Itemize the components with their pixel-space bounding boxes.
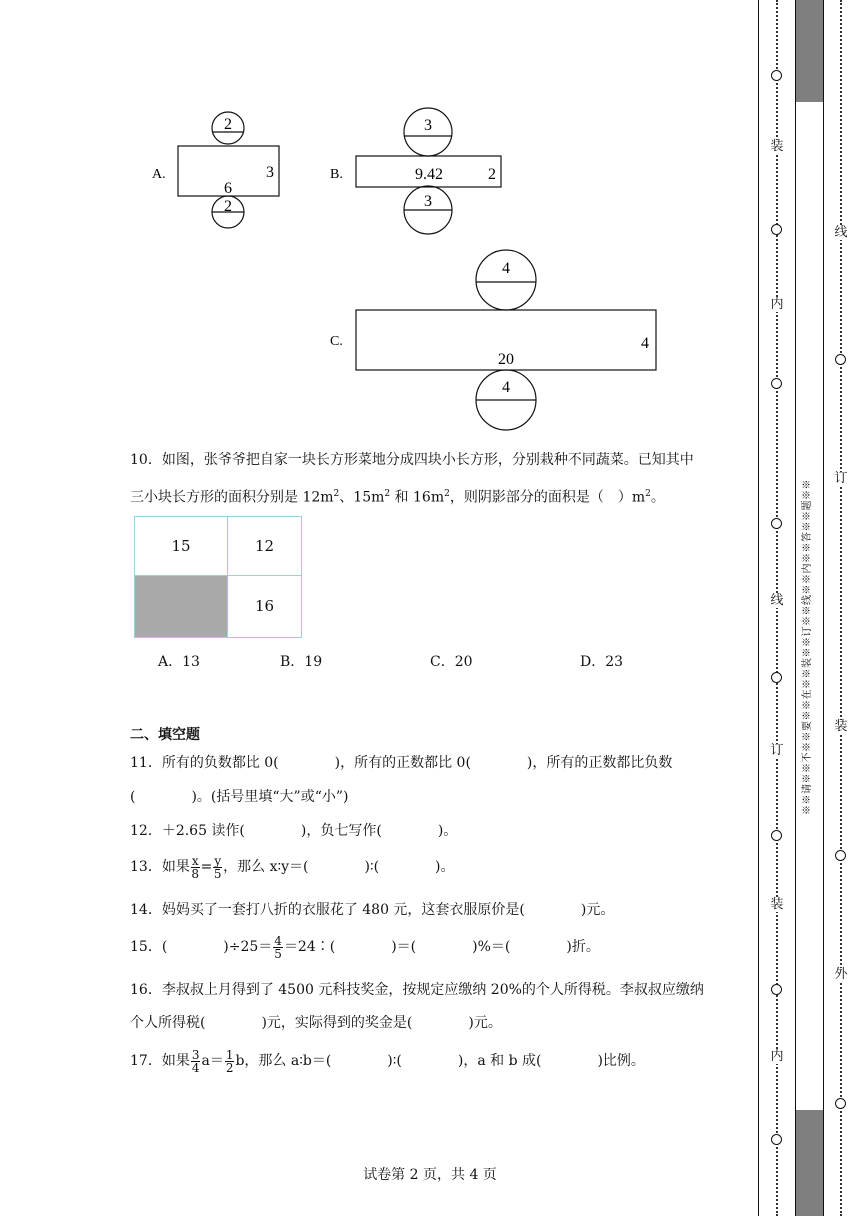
option-c-height: 4 xyxy=(641,335,649,352)
q17-fraction-1: $\frac{3}{4}$ xyxy=(191,1047,200,1075)
q13-text xyxy=(130,850,455,884)
option-a-bottom-diameter: 2 xyxy=(224,198,232,215)
q10-part-e: 。 xyxy=(650,489,665,506)
option-c-top-diameter: 4 xyxy=(502,260,510,277)
q10-part-c: 和 16m xyxy=(390,489,445,506)
q17-mid: a＝ xyxy=(201,1053,224,1069)
binding-inner-label-3: 线 xyxy=(770,593,784,608)
q15-suffix: ＝24∶( )＝( )%＝( )折。 xyxy=(283,939,600,955)
binding-border-line xyxy=(758,0,759,1216)
q10-option-b: B．19 xyxy=(280,654,323,670)
binding-outer-label-2: 订 xyxy=(834,471,848,486)
q10-option-a: A．13 xyxy=(158,654,200,670)
q15-fraction: $\frac{4}{5}$ xyxy=(274,933,282,961)
q10-sup-1: 2 xyxy=(333,489,340,499)
q10-part-d: ，则阴影部分的面积是（ ）m xyxy=(449,489,646,506)
binding-outer-dotted-line xyxy=(840,0,842,1216)
binding-outer-label-4: 外 xyxy=(834,967,848,982)
binding-inner-label-4: 订 xyxy=(770,743,784,758)
q10-shaded-cell xyxy=(135,576,228,637)
option-c-width: 20 xyxy=(498,351,514,368)
option-a-width: 6 xyxy=(224,180,232,197)
q13-prefix: 13．如果 xyxy=(130,859,190,875)
option-b-width: 9.42 xyxy=(415,166,443,183)
binding-circle-6 xyxy=(771,830,782,841)
q17-prefix: 17．如果 xyxy=(130,1053,190,1069)
q10-text-line2 xyxy=(130,484,665,508)
binding-circle-2 xyxy=(771,224,782,235)
option-b-label: B. xyxy=(330,167,343,182)
option-a-label: A. xyxy=(152,167,166,182)
q16-line2: 个人所得税( )元，实际得到的奖金是( )元。 xyxy=(130,1015,502,1031)
q10-part-a: 三小块长方形的面积分别是 12m xyxy=(130,489,334,506)
q10-sup-2: 2 xyxy=(384,489,391,499)
binding-strip-bottom-shade xyxy=(796,1110,823,1216)
q11-line1: 11．所有的负数都比 0( )，所有的正数都比 0( )，所有的正数都比负数 xyxy=(130,755,673,771)
q13-suffix: ，那么 x∶y＝( )∶( )。 xyxy=(223,859,455,875)
option-a-top-diameter: 2 xyxy=(224,116,232,133)
binding-inner-label-5: 装 xyxy=(770,897,784,912)
q11-line2: ( )。(括号里填“大”或“小”) xyxy=(130,789,349,805)
q10-cell-bottom-right: 16 xyxy=(254,597,275,615)
q15-prefix: 15．( )÷25＝ xyxy=(130,939,273,955)
page-footer: 试卷第 2 页，共 4 页 xyxy=(363,1167,497,1183)
q13-fraction-x: $\frac{x}{8}$ xyxy=(191,853,200,881)
binding-inner-label-6: 内 xyxy=(770,1049,784,1064)
binding-circle-5 xyxy=(771,672,782,683)
binding-inner-dotted-line xyxy=(776,0,778,1216)
binding-circle-3 xyxy=(771,378,782,389)
binding-circle-8 xyxy=(771,1134,782,1145)
q14-text: 14．妈妈买了一套打八折的衣服花了 480 元，这套衣服原价是( )元。 xyxy=(130,902,615,918)
q10-garden-figure xyxy=(134,516,302,638)
binding-circle-7 xyxy=(771,984,782,995)
option-b-height: 2 xyxy=(488,166,496,183)
binding-warning-text: ※※请※※不※※要※※在※※装※※订※※线※※内※※答※※题※※ xyxy=(802,479,813,815)
binding-outer-label-3: 装 xyxy=(834,719,848,734)
binding-outer-circle-3 xyxy=(835,1098,846,1109)
binding-inner-label-2: 内 xyxy=(770,297,784,312)
q10-sup-4: 2 xyxy=(645,489,651,499)
q16-line1: 16．李叔叔上月得到了 4500 元科技奖金，按规定应缴纳 20%的个人所得税。李叔叔应缴纳 xyxy=(130,982,704,998)
binding-outer-circle-1 xyxy=(835,354,846,365)
option-c-top-circle xyxy=(476,250,536,310)
q13-fraction-y: $\frac{y}{5}$ xyxy=(213,853,222,881)
q13-equals: = xyxy=(200,859,213,875)
q12-text: 12．＋2.65 读作( )，负七写作( )。 xyxy=(130,823,458,839)
q10-text-line1: 10．如图，张爷爷把自家一块长方形菜地分成四块小长方形，分别栽种不同蔬菜。已知其中 xyxy=(130,452,694,468)
binding-strip xyxy=(795,0,824,1216)
q15-text xyxy=(130,930,600,964)
q10-cell-top-left: 15 xyxy=(135,517,228,576)
q10-option-c: C．20 xyxy=(430,654,473,670)
q17-text xyxy=(130,1044,645,1078)
option-c-label: C. xyxy=(330,334,343,349)
option-b-bottom-diameter: 3 xyxy=(424,193,432,210)
q9-nets-figure xyxy=(140,105,680,435)
q10-part-b: 、15m xyxy=(339,489,385,506)
binding-outer-label-1: 线 xyxy=(834,225,848,240)
section-title: 二、填空题 xyxy=(130,727,200,743)
q17-fraction-2: $\frac{1}{2}$ xyxy=(225,1047,234,1075)
q17-suffix: b，那么 a∶b＝( )∶( )，a 和 b 成( )比例。 xyxy=(235,1053,645,1069)
q10-option-d: D．23 xyxy=(580,654,624,670)
q10-sup-3: 2 xyxy=(444,489,450,499)
q10-cell-top-right: 12 xyxy=(228,517,301,576)
binding-inner-label-1: 装 xyxy=(770,139,784,154)
binding-strip-top-shade xyxy=(796,0,823,102)
option-a-height: 3 xyxy=(266,164,274,181)
binding-circle-1 xyxy=(771,70,782,81)
binding-outer-circle-2 xyxy=(835,850,846,861)
option-c-bottom-diameter: 4 xyxy=(502,379,510,396)
binding-circle-4 xyxy=(771,518,782,529)
option-b-top-diameter: 3 xyxy=(424,117,432,134)
